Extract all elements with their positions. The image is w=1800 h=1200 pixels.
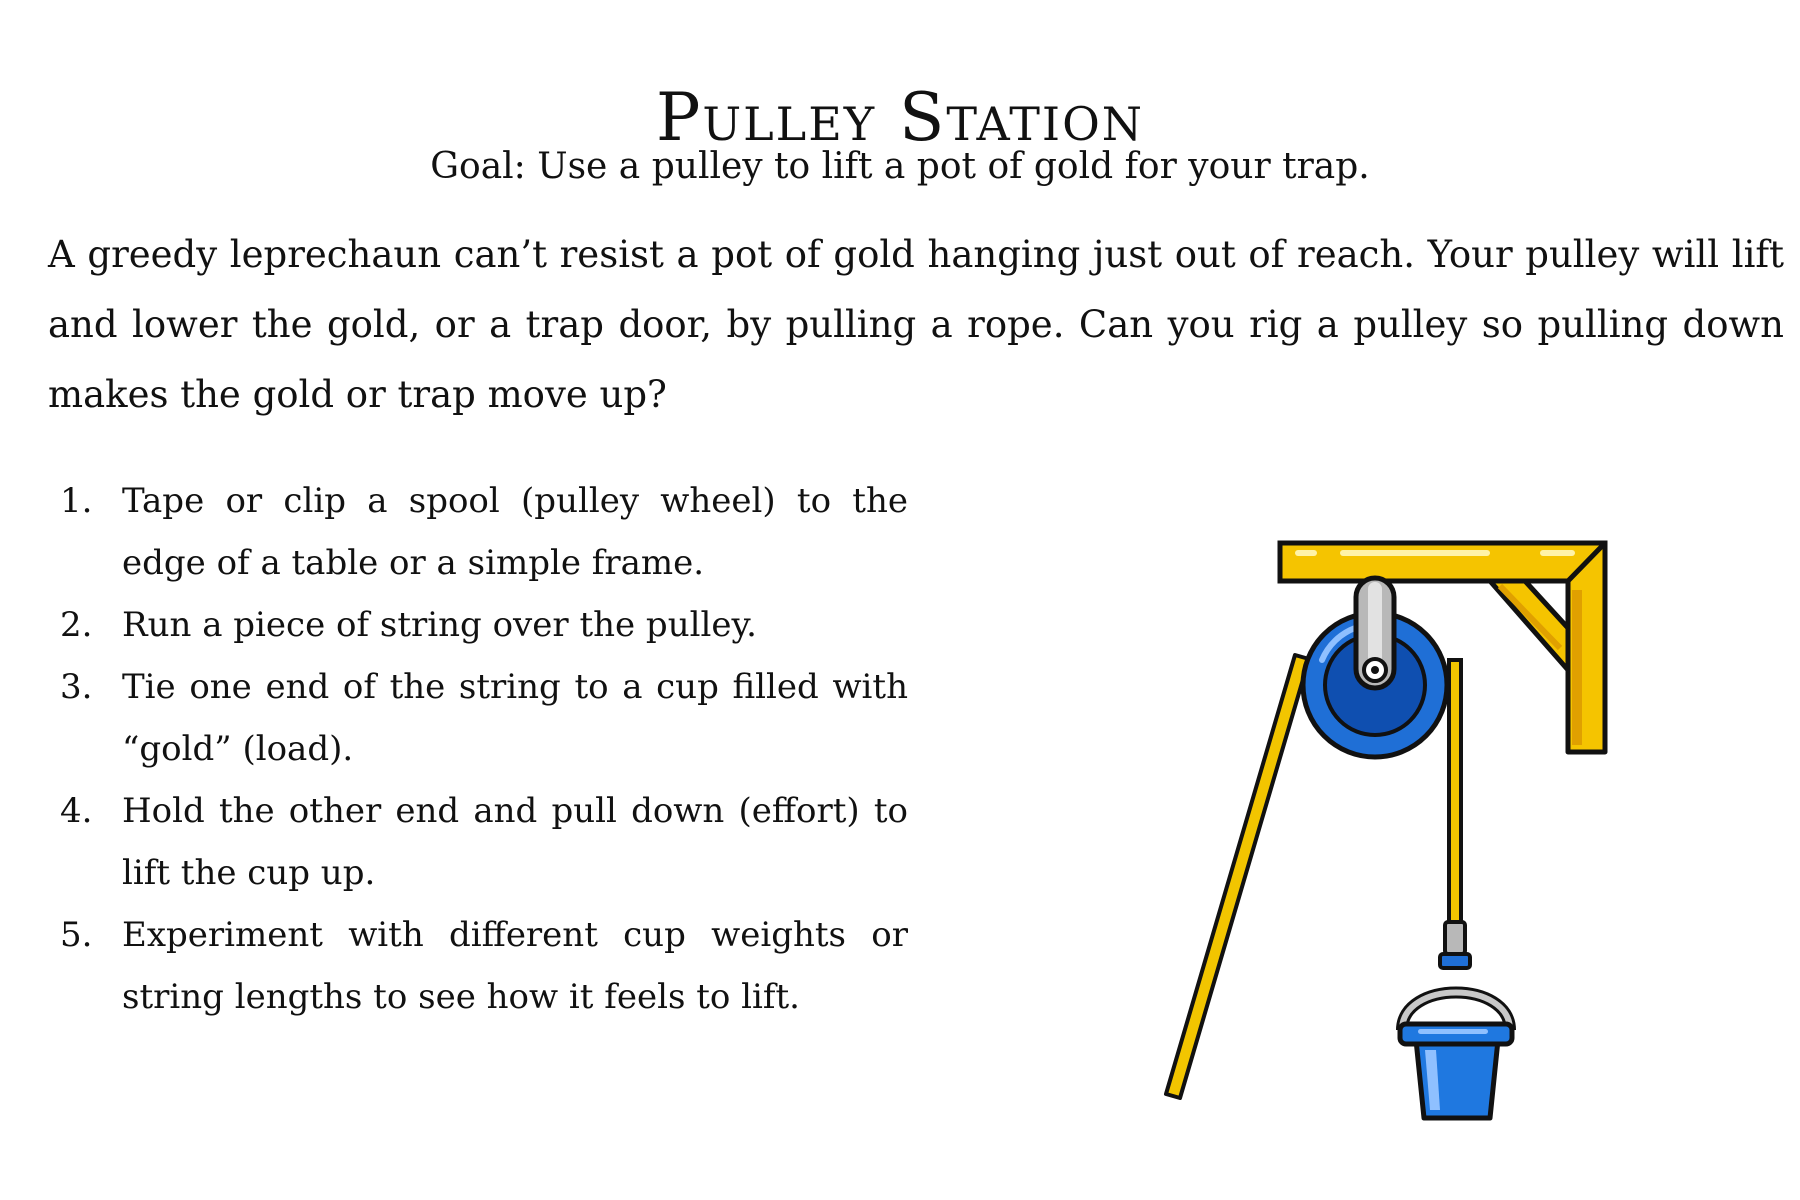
frame-beam — [1280, 543, 1605, 581]
rope-clip — [1440, 922, 1470, 968]
step-text: Run a piece of string over the pulley. — [122, 605, 757, 645]
rope-load — [1449, 660, 1461, 930]
list-item — [60, 656, 908, 780]
frame-brace — [1490, 581, 1568, 670]
step-number: 3. — [60, 667, 93, 707]
steps-list — [60, 470, 908, 1028]
pulley-bracket — [1356, 578, 1394, 688]
step-number: 1. — [60, 481, 93, 521]
goal-statement: Goal: Use a pulley to lift a pot of gold for your trap. — [430, 146, 1370, 187]
list-item — [60, 780, 908, 904]
list-item — [60, 594, 908, 656]
intro-paragraph: A greedy leprechaun can’t resist a pot of gold hanging just out of reach. Your pulley will lift and lower the gold, or a trap door, by pulling a rope. Can you rig a pulley so pulling down makes the gold or trap move up? — [48, 233, 1784, 416]
step-number: 5. — [60, 915, 93, 955]
step-text: Tape or clip a spool (pulley wheel) to the edge of a table or a simple frame. — [122, 481, 908, 583]
step-text: Hold the other end and pull down (effort) to lift the cup up. — [122, 791, 908, 893]
list-item — [60, 904, 908, 1028]
step-text: Experiment with different cup weights or string lengths to see how it feels to lift. — [122, 915, 908, 1017]
page-title: Pulley Station — [655, 79, 1145, 157]
step-number: 4. — [60, 791, 93, 831]
list-item — [60, 470, 908, 594]
rope-effort — [1166, 655, 1309, 1098]
frame-post — [1568, 543, 1605, 752]
bucket — [1400, 1024, 1512, 1118]
pulley-with-bucket-icon — [1100, 520, 1640, 1160]
step-text: Tie one end of the string to a cup filled with “gold” (load). — [122, 667, 908, 769]
step-number: 2. — [60, 605, 93, 645]
